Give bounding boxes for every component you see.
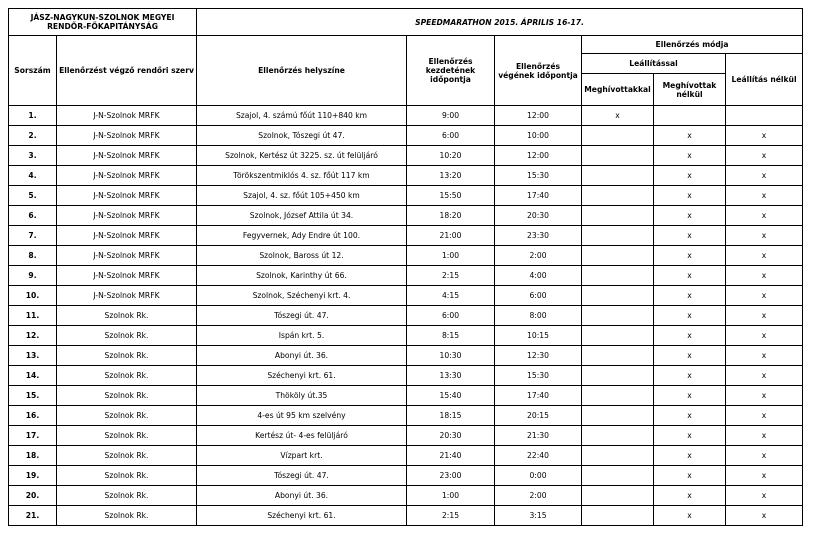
- row-agency: Szolnok Rk.: [57, 486, 197, 506]
- row-with-invitees: [582, 366, 654, 386]
- row-end-time: 10:15: [495, 326, 582, 346]
- row-without-stopping: x: [726, 226, 803, 246]
- row-end-time: 23:30: [495, 226, 582, 246]
- row-without-invitees: x: [654, 226, 726, 246]
- table-row: [9, 186, 803, 206]
- row-number: 16.: [9, 406, 57, 426]
- row-without-invitees: x: [654, 246, 726, 266]
- row-location: Szajol, 4. számú főút 110+840 km: [197, 106, 407, 126]
- row-start-time: 1:00: [407, 486, 495, 506]
- table-row: [9, 466, 803, 486]
- row-number: 17.: [9, 426, 57, 446]
- row-end-time: 8:00: [495, 306, 582, 326]
- row-without-stopping: x: [726, 466, 803, 486]
- row-number: 15.: [9, 386, 57, 406]
- row-location: Szolnok, József Attila út 34.: [197, 206, 407, 226]
- row-number: 20.: [9, 486, 57, 506]
- row-without-stopping: x: [726, 506, 803, 526]
- row-agency: Szolnok Rk.: [57, 446, 197, 466]
- row-without-invitees: x: [654, 326, 726, 346]
- row-without-stopping: x: [726, 346, 803, 366]
- row-without-invitees: x: [654, 286, 726, 306]
- row-location: Ispán krt. 5.: [197, 326, 407, 346]
- row-start-time: 10:30: [407, 346, 495, 366]
- row-without-invitees: x: [654, 406, 726, 426]
- row-without-invitees: x: [654, 266, 726, 286]
- row-end-time: 12:00: [495, 146, 582, 166]
- row-start-time: 6:00: [407, 306, 495, 326]
- row-without-stopping: x: [726, 266, 803, 286]
- row-with-invitees: [582, 166, 654, 186]
- row-end-time: 4:00: [495, 266, 582, 286]
- table-row: [9, 426, 803, 446]
- row-end-time: 17:40: [495, 386, 582, 406]
- table-row: [9, 126, 803, 146]
- table-row: [9, 366, 803, 386]
- row-agency: J-N-Szolnok MRFK: [57, 286, 197, 306]
- row-number: 1.: [9, 106, 57, 126]
- row-with-invitees: [582, 226, 654, 246]
- header-leallitassal: Leállítással: [582, 54, 726, 74]
- row-with-invitees: x: [582, 106, 654, 126]
- row-location: Abonyi út. 36.: [197, 486, 407, 506]
- row-without-invitees: x: [654, 146, 726, 166]
- row-without-stopping: x: [726, 486, 803, 506]
- row-start-time: 18:15: [407, 406, 495, 426]
- table-row: [9, 346, 803, 366]
- row-end-time: 3:15: [495, 506, 582, 526]
- table-row: [9, 486, 803, 506]
- header-szerv: Ellenőrzést végző rendőri szerv: [57, 36, 197, 106]
- row-with-invitees: [582, 246, 654, 266]
- row-number: 8.: [9, 246, 57, 266]
- header-meghivottakkal: Meghívottakkal: [582, 74, 654, 106]
- row-with-invitees: [582, 406, 654, 426]
- table-row: [9, 166, 803, 186]
- table-row: [9, 406, 803, 426]
- row-agency: Szolnok Rk.: [57, 466, 197, 486]
- row-end-time: 15:30: [495, 366, 582, 386]
- row-without-stopping: x: [726, 246, 803, 266]
- row-without-stopping: x: [726, 406, 803, 426]
- row-with-invitees: [582, 486, 654, 506]
- row-location: Abonyi út. 36.: [197, 346, 407, 366]
- row-location: Szolnok, Baross út 12.: [197, 246, 407, 266]
- header-kezdet: Ellenőrzés kezdetének időpontja: [407, 36, 495, 106]
- row-agency: Szolnok Rk.: [57, 386, 197, 406]
- row-agency: J-N-Szolnok MRFK: [57, 126, 197, 146]
- row-without-invitees: x: [654, 186, 726, 206]
- row-with-invitees: [582, 326, 654, 346]
- row-agency: Szolnok Rk.: [57, 506, 197, 526]
- table-row: [9, 286, 803, 306]
- row-location: Thököly út.35: [197, 386, 407, 406]
- row-location: Szolnok, Karinthy út 66.: [197, 266, 407, 286]
- row-location: 4-es út 95 km szelvény: [197, 406, 407, 426]
- table-row: [9, 506, 803, 526]
- table-row: [9, 106, 803, 126]
- row-location: Széchenyi krt. 61.: [197, 366, 407, 386]
- row-number: 11.: [9, 306, 57, 326]
- row-with-invitees: [582, 306, 654, 326]
- row-without-stopping: x: [726, 146, 803, 166]
- row-end-time: 15:30: [495, 166, 582, 186]
- row-start-time: 1:00: [407, 246, 495, 266]
- header-veg: Ellenőrzés végének időpontja: [495, 36, 582, 106]
- row-agency: Szolnok Rk.: [57, 326, 197, 346]
- header-modja: Ellenőrzés módja: [582, 36, 803, 54]
- row-start-time: 2:15: [407, 506, 495, 526]
- header-meghivottak-nelkul: Meghívottak nélkül: [654, 74, 726, 106]
- row-location: Tószegi út. 47.: [197, 466, 407, 486]
- row-with-invitees: [582, 466, 654, 486]
- row-number: 4.: [9, 166, 57, 186]
- row-end-time: 20:30: [495, 206, 582, 226]
- row-with-invitees: [582, 346, 654, 366]
- row-with-invitees: [582, 426, 654, 446]
- header-leallitas-nelkul: Leállítás nélkül: [726, 54, 803, 106]
- row-without-invitees: x: [654, 306, 726, 326]
- row-without-stopping: x: [726, 426, 803, 446]
- row-without-invitees: x: [654, 386, 726, 406]
- row-location: Tószegi út. 47.: [197, 306, 407, 326]
- event-title: SPEEDMARATHON 2015. ÁPRILIS 16-17.: [197, 9, 803, 36]
- row-agency: Szolnok Rk.: [57, 406, 197, 426]
- row-number: 19.: [9, 466, 57, 486]
- row-without-stopping: x: [726, 186, 803, 206]
- table-row: [9, 146, 803, 166]
- row-with-invitees: [582, 266, 654, 286]
- row-number: 12.: [9, 326, 57, 346]
- row-start-time: 9:00: [407, 106, 495, 126]
- row-number: 5.: [9, 186, 57, 206]
- row-without-stopping: x: [726, 206, 803, 226]
- row-without-stopping: x: [726, 166, 803, 186]
- row-number: 2.: [9, 126, 57, 146]
- row-without-stopping: x: [726, 326, 803, 346]
- row-number: 21.: [9, 506, 57, 526]
- table-row: [9, 226, 803, 246]
- row-location: Széchenyi krt. 61.: [197, 506, 407, 526]
- row-number: 14.: [9, 366, 57, 386]
- row-with-invitees: [582, 186, 654, 206]
- row-without-invitees: x: [654, 486, 726, 506]
- row-without-invitees: x: [654, 206, 726, 226]
- row-number: 13.: [9, 346, 57, 366]
- row-without-stopping: x: [726, 366, 803, 386]
- row-location: Kertész út- 4-es felüljáró: [197, 426, 407, 446]
- row-with-invitees: [582, 146, 654, 166]
- row-start-time: 20:30: [407, 426, 495, 446]
- row-end-time: 0:00: [495, 466, 582, 486]
- row-location: Törökszentmiklós 4. sz. főút 117 km: [197, 166, 407, 186]
- row-end-time: 12:00: [495, 106, 582, 126]
- row-with-invitees: [582, 506, 654, 526]
- row-number: 6.: [9, 206, 57, 226]
- row-agency: Szolnok Rk.: [57, 306, 197, 326]
- row-agency: Szolnok Rk.: [57, 346, 197, 366]
- row-agency: J-N-Szolnok MRFK: [57, 226, 197, 246]
- row-location: Szolnok, Széchenyi krt. 4.: [197, 286, 407, 306]
- row-without-invitees: x: [654, 366, 726, 386]
- table-row: [9, 326, 803, 346]
- row-agency: J-N-Szolnok MRFK: [57, 146, 197, 166]
- row-with-invitees: [582, 286, 654, 306]
- row-without-invitees: [654, 106, 726, 126]
- row-without-stopping: x: [726, 286, 803, 306]
- row-start-time: 15:40: [407, 386, 495, 406]
- row-without-stopping: x: [726, 386, 803, 406]
- row-with-invitees: [582, 126, 654, 146]
- row-without-stopping: x: [726, 306, 803, 326]
- row-end-time: 10:00: [495, 126, 582, 146]
- row-without-stopping: [726, 106, 803, 126]
- row-start-time: 21:40: [407, 446, 495, 466]
- row-end-time: 21:30: [495, 426, 582, 446]
- row-location: Vízpart krt.: [197, 446, 407, 466]
- row-start-time: 6:00: [407, 126, 495, 146]
- row-agency: J-N-Szolnok MRFK: [57, 206, 197, 226]
- row-location: Fegyvernek, Ady Endre út 100.: [197, 226, 407, 246]
- row-number: 9.: [9, 266, 57, 286]
- table-row: [9, 246, 803, 266]
- row-start-time: 8:15: [407, 326, 495, 346]
- row-without-invitees: x: [654, 126, 726, 146]
- row-without-invitees: x: [654, 426, 726, 446]
- row-end-time: 12:30: [495, 346, 582, 366]
- row-number: 18.: [9, 446, 57, 466]
- row-end-time: 6:00: [495, 286, 582, 306]
- row-without-stopping: x: [726, 446, 803, 466]
- row-number: 3.: [9, 146, 57, 166]
- row-without-invitees: x: [654, 446, 726, 466]
- speedmarathon-table: [8, 8, 803, 526]
- row-agency: J-N-Szolnok MRFK: [57, 106, 197, 126]
- row-end-time: 17:40: [495, 186, 582, 206]
- row-start-time: 18:20: [407, 206, 495, 226]
- row-start-time: 4:15: [407, 286, 495, 306]
- row-agency: J-N-Szolnok MRFK: [57, 246, 197, 266]
- header-sorszam: Sorszám: [9, 36, 57, 106]
- row-without-invitees: x: [654, 166, 726, 186]
- row-agency: J-N-Szolnok MRFK: [57, 266, 197, 286]
- row-location: Szolnok, Tószegi út 47.: [197, 126, 407, 146]
- row-start-time: 13:20: [407, 166, 495, 186]
- row-location: Szajol, 4. sz. főút 105+450 km: [197, 186, 407, 206]
- table-row: [9, 206, 803, 226]
- table-row: [9, 386, 803, 406]
- row-start-time: 2:15: [407, 266, 495, 286]
- row-number: 10.: [9, 286, 57, 306]
- row-start-time: 10:20: [407, 146, 495, 166]
- table-row: [9, 446, 803, 466]
- row-agency: Szolnok Rk.: [57, 426, 197, 446]
- table-row: [9, 306, 803, 326]
- table-row: [9, 266, 803, 286]
- row-with-invitees: [582, 386, 654, 406]
- row-end-time: 20:15: [495, 406, 582, 426]
- row-end-time: 22:40: [495, 446, 582, 466]
- header-helyszin: Ellenőrzés helyszíne: [197, 36, 407, 106]
- row-start-time: 15:50: [407, 186, 495, 206]
- row-with-invitees: [582, 446, 654, 466]
- row-agency: J-N-Szolnok MRFK: [57, 186, 197, 206]
- row-start-time: 23:00: [407, 466, 495, 486]
- row-location: Szolnok, Kertész út 3225. sz. út felüljáró: [197, 146, 407, 166]
- row-start-time: 13:30: [407, 366, 495, 386]
- row-without-invitees: x: [654, 506, 726, 526]
- organization-title: JÁSZ-NAGYKUN-SZOLNOK MEGYEI RENDŐR-FŐKAPITÁNYSÁG: [9, 9, 197, 36]
- row-start-time: 21:00: [407, 226, 495, 246]
- row-end-time: 2:00: [495, 486, 582, 506]
- row-without-invitees: x: [654, 466, 726, 486]
- row-agency: Szolnok Rk.: [57, 366, 197, 386]
- row-number: 7.: [9, 226, 57, 246]
- row-agency: J-N-Szolnok MRFK: [57, 166, 197, 186]
- row-without-stopping: x: [726, 126, 803, 146]
- row-with-invitees: [582, 206, 654, 226]
- row-end-time: 2:00: [495, 246, 582, 266]
- row-without-invitees: x: [654, 346, 726, 366]
